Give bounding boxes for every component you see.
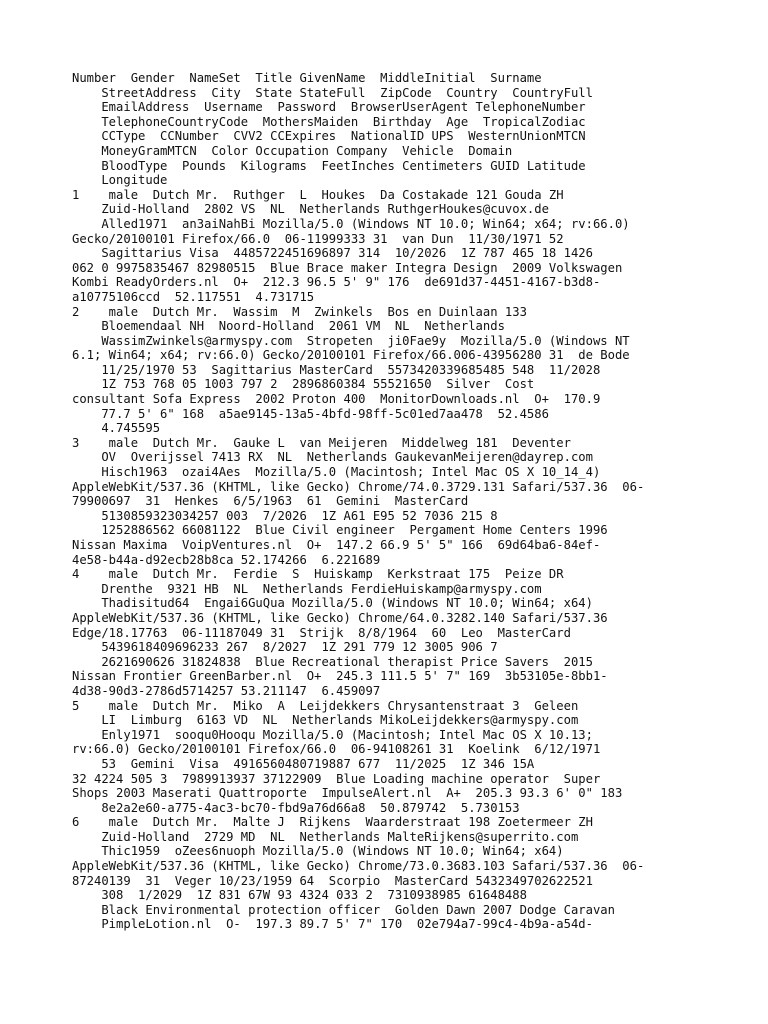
- text-line: 1252886562 66081122 Blue Civil engineer Pergament Home Centers 1996: [72, 523, 608, 538]
- text-line: EmailAddress Username Password BrowserUserAgent TelephoneNumber: [72, 100, 586, 115]
- text-line: Thic1959 oZees6nuoph Mozilla/5.0 (Windows NT 10.0; Win64; x64): [72, 844, 564, 859]
- text-line: 1Z 753 768 05 1003 797 2 2896860384 55521650 Silver Cost: [72, 377, 535, 392]
- text-line: 2 male Dutch Mr. Wassim M Zwinkels Bos en Duinlaan 133: [72, 304, 527, 319]
- text-line: consultant Sofa Express 2002 Proton 400 MonitorDownloads.nl O+ 170.9: [72, 392, 601, 407]
- text-line: Enly1971 sooqu0Hooqu Mozilla/5.0 (Macintosh; Intel Mac OS X 10.13;: [72, 727, 593, 742]
- text-line: 53 Gemini Visa 4916560480719887 677 11/2025 1Z 346 15A: [72, 756, 535, 771]
- text-line: 4d38-90d3-2786d5714257 53.211147 6.459097: [72, 683, 381, 698]
- text-line: Kombi ReadyOrders.nl O+ 212.3 96.5 5' 9" 176 de691d37-4451-4167-b3d8-: [72, 275, 601, 290]
- text-line: Longitude: [72, 173, 168, 188]
- text-line: 11/25/1970 53 Sagittarius MasterCard 5573420339685485 548 11/2028: [72, 362, 601, 377]
- text-line: MoneyGramMTCN Color Occupation Company Vehicle Domain: [72, 143, 513, 158]
- text-line: 8e2a2e60-a775-4ac3-bc70-fbd9a76d66a8 50.879742 5.730153: [72, 800, 520, 815]
- text-line: Drenthe 9321 HB NL Netherlands FerdieHuiskamp@armyspy.com: [72, 581, 542, 596]
- text-line: Black Environmental protection officer Golden Dawn 2007 Dodge Caravan: [72, 902, 615, 917]
- text-line: Alled1971 an3aiNahBi Mozilla/5.0 (Windows NT 10.0; Win64; x64; rv:66.0): [72, 216, 630, 231]
- text-line: Nissan Maxima VoipVentures.nl O+ 147.2 66.9 5' 5" 166 69d64ba6-84ef-: [72, 538, 601, 552]
- text-line: 32 4224 505 3 7989913937 37122909 Blue Loading machine operator Super: [72, 771, 601, 786]
- text-line: 3 male Dutch Mr. Gauke L van Meijeren Middelweg 181 Deventer: [72, 435, 571, 450]
- text-line: Hisch1963 ozai4Aes Mozilla/5.0 (Macintosh; Intel Mac OS X 10_14_4): [72, 465, 601, 480]
- text-line: 308 1/2029 1Z 831 67W 93 4324 033 2 7310938985 61648488: [72, 888, 527, 903]
- text-line: 77.7 5' 6" 168 a5ae9145-13a5-4bfd-98ff-5c01ed7aa478 52.4586: [72, 406, 549, 421]
- text-line: Zuid-Holland 2729 MD NL Netherlands MalteRijkens@superrito.com: [72, 829, 579, 844]
- text-line: 1 male Dutch Mr. Ruthger L Houkes Da Costakade 121 Gouda ZH: [72, 187, 564, 202]
- text-line: 4 male Dutch Mr. Ferdie S Huiskamp Kerkstraat 175 Peize DR: [72, 567, 564, 582]
- text-line: OV Overijssel 7413 RX NL Netherlands GaukevanMeijeren@dayrep.com: [72, 450, 593, 465]
- text-line: 4.745595: [72, 421, 161, 436]
- text-line: StreetAddress City State StateFull ZipCode Country CountryFull: [72, 85, 593, 100]
- text-line: Edge/18.17763 06-11187049 31 Strijk 8/8/1964 60 Leo MasterCard: [72, 625, 571, 640]
- text-line: AppleWebKit/537.36 (KHTML, like Gecko) Chrome/64.0.3282.140 Safari/537.36: [72, 610, 608, 625]
- text-line: Thadisitud64 Engai6GuQua Mozilla/5.0 (Windows NT 10.0; Win64; x64): [72, 596, 593, 611]
- text-line: AppleWebKit/537.36 (KHTML, like Gecko) Chrome/73.0.3683.103 Safari/537.36 06-: [72, 859, 645, 874]
- text-line: 79900697 31 Henkes 6/5/1963 61 Gemini MasterCard: [72, 494, 469, 509]
- text-line: a10775106ccd 52.117551 4.731715: [72, 289, 315, 304]
- text-line: 87240139 31 Veger 10/23/1959 64 Scorpio MasterCard 5432349702622521: [72, 873, 593, 888]
- text-line: Shops 2003 Maserati Quattroporte ImpulseAlert.nl A+ 205.3 93.3 6' 0" 183: [72, 786, 623, 801]
- text-line: WassimZwinkels@armyspy.com Stropeten ji0Fae9y Mozilla/5.0 (Windows NT: [72, 333, 630, 348]
- text-line: 4e58-b44a-d92ecb28b8ca 52.174266 6.221689: [72, 552, 381, 567]
- text-line: Sagittarius Visa 4485722451696897 314 10/2026 1Z 787 465 18 1426: [72, 246, 593, 261]
- text-line: rv:66.0) Gecko/20100101 Firefox/66.0 06-94108261 31 Koelink 6/12/1971: [72, 742, 601, 757]
- text-line: 5 male Dutch Mr. Miko A Leijdekkers Chrysantenstraat 3 Geleen: [72, 698, 579, 713]
- text-line: 5439618409696233 267 8/2027 1Z 291 779 12 3005 906 7: [72, 640, 498, 655]
- text-line: Number Gender NameSet Title GivenName MiddleInitial Surname: [72, 71, 542, 85]
- text-line: CCType CCNumber CVV2 CCExpires NationalID UPS WesternUnionMTCN: [72, 129, 586, 144]
- text-line: 6.1; Win64; x64; rv:66.0) Gecko/20100101 Firefox/66.006-43956280 31 de Bode: [72, 348, 630, 363]
- text-line: 062 0 9975835467 82980515 Blue Brace maker Integra Design 2009 Volkswagen: [72, 260, 623, 275]
- text-line: Gecko/20100101 Firefox/66.0 06-11999333 31 van Dun 11/30/1971 52: [72, 231, 564, 246]
- text-line: AppleWebKit/537.36 (KHTML, like Gecko) Chrome/74.0.3729.131 Safari/537.36 06-: [72, 479, 645, 494]
- text-line: Zuid-Holland 2802 VS NL Netherlands RuthgerHoukes@cuvox.de: [72, 202, 549, 217]
- text-line: Nissan Frontier GreenBarber.nl O+ 245.3 111.5 5' 7" 169 3b53105e-8bb1-: [72, 669, 608, 684]
- text-line: 5130859323034257 003 7/2026 1Z A61 E95 52 7036 215 8: [72, 508, 498, 523]
- text-line: 2621690626 31824838 Blue Recreational therapist Price Savers 2015: [72, 654, 593, 669]
- text-line: 6 male Dutch Mr. Malte J Rijkens Waarderstraat 198 Zoetermeer ZH: [72, 815, 593, 830]
- text-line: Bloemendaal NH Noord-Holland 2061 VM NL Netherlands: [72, 319, 505, 334]
- text-line: PimpleLotion.nl O- 197.3 89.7 5' 7" 170 02e794a7-99c4-4b9a-a54d-: [72, 917, 593, 932]
- text-line: BloodType Pounds Kilograms FeetInches Centimeters GUID Latitude: [72, 158, 586, 173]
- document-page: [72, 71, 696, 932]
- text-line: LI Limburg 6163 VD NL Netherlands MikoLeijdekkers@armyspy.com: [72, 713, 579, 728]
- text-line: TelephoneCountryCode MothersMaiden Birthday Age TropicalZodiac: [72, 114, 586, 129]
